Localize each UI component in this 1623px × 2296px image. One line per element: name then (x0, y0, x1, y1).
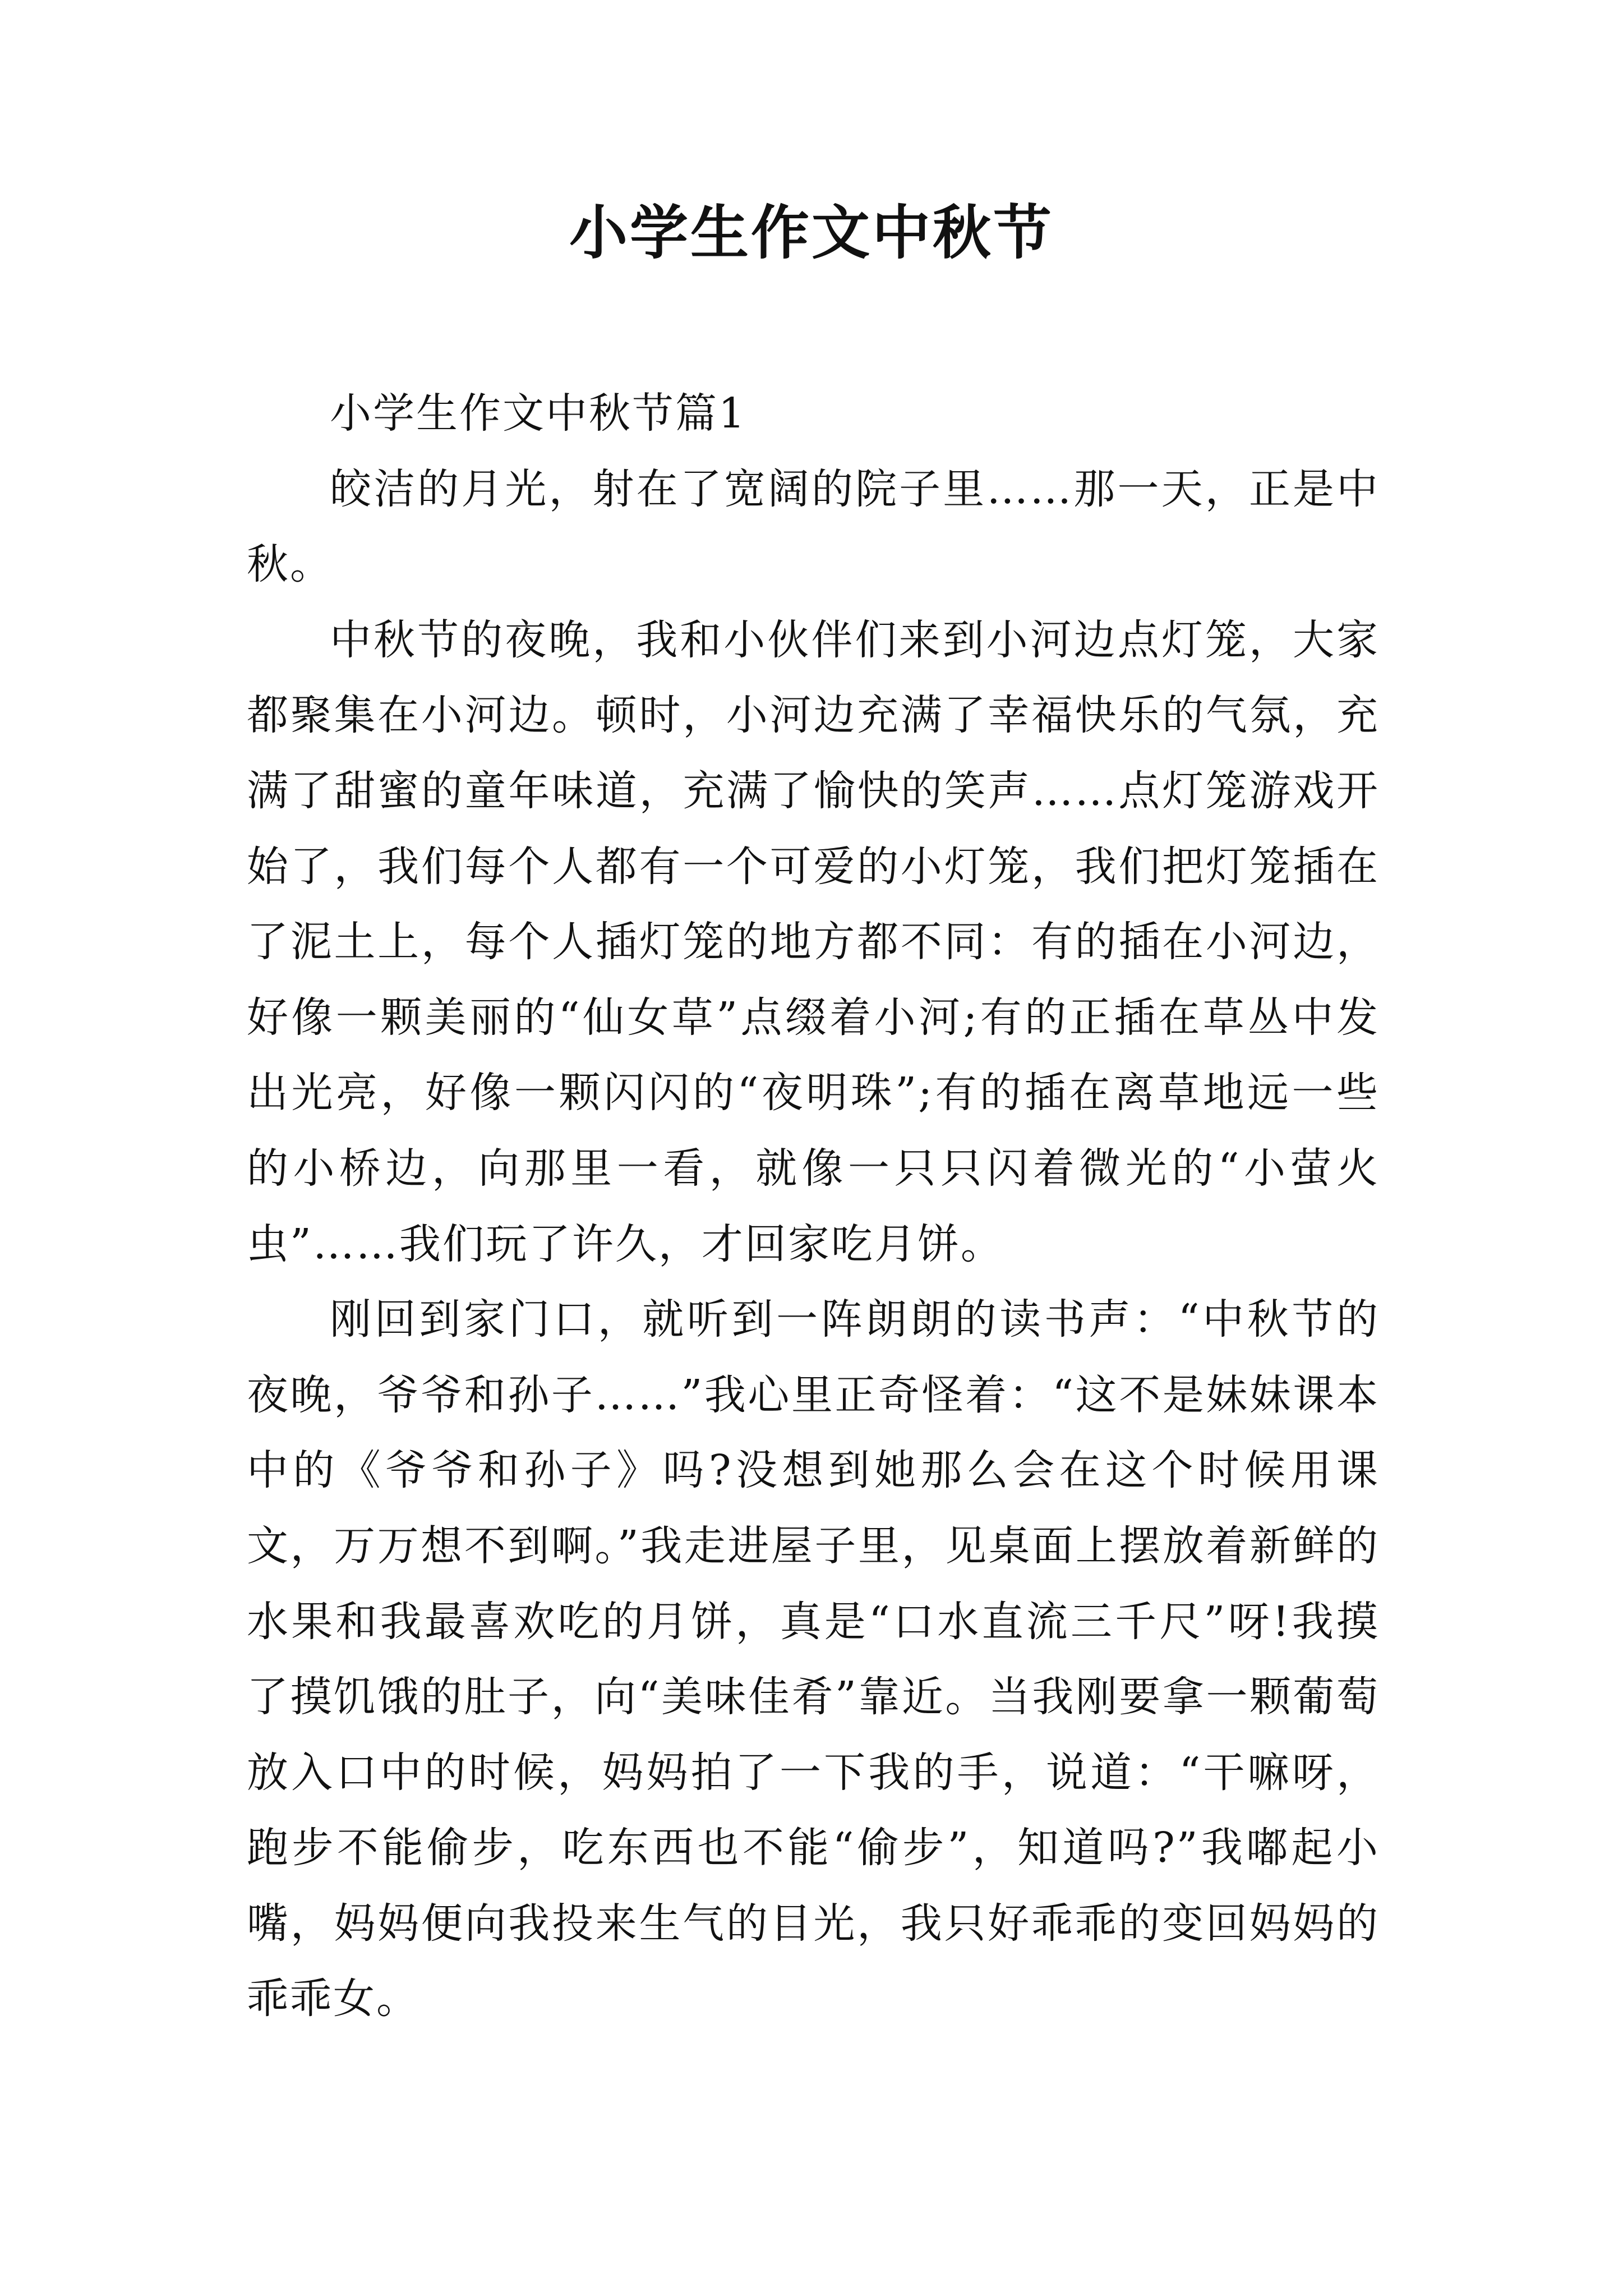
paragraph: 中秋节的夜晚，我和小伙伴们来到小河边点灯笼，大家都聚集在小河边。顿时，小河边充满了幸福快乐的气氛，充满了甜蜜的童年味道，充满了愉快的笑声……点灯笼游戏开始了，我们每个人都有一个可爱的小灯笼，我们把灯笼插在了泥土上，每个人插灯笼的地方都不同：有的插在小河边，好像一颗美丽的“仙女草”点缀着小河;有的正插在草丛中发出光亮，好像一颗闪闪的“夜明珠”;有的插在离草地远一些的小桥边，向那里一看，就像一只只闪着微光的“小萤火虫”……我们玩了许久，才回家吃月饼。 (247, 615, 1380, 1268)
paragraph: 刚回到家门口，就听到一阵朗朗的读书声：“中秋节的夜晚，爷爷和孙子……”我心里正奇怪着：“这不是妹妹课本中的《爷爷和孙子》吗?没想到她那么会在这个时候用课文，万万想不到啊。”我走进屋子里，见桌面上摆放着新鲜的水果和我最喜欢吃的月饼，真是“口水直流三千尺”呀!我摸了摸饥饿的肚子，向“美味佳肴”靠近。当我刚要拿一颗葡萄放入口中的时候，妈妈拍了一下我的手，说道：“干嘛呀，跑步不能偷步，吃东西也不能“偷步”，知道吗?”我嘟起小嘴，妈妈便向我投来生气的目光，我只好乖乖的变回妈妈的乖乖女。 (247, 1295, 1380, 2023)
paragraph: 皎洁的月光，射在了宽阔的院子里……那一天，正是中秋。 (247, 464, 1380, 589)
document-body (247, 376, 1380, 2037)
section-heading: 小学生作文中秋节篇1 (330, 389, 747, 438)
document-title: 小学生作文中秋节 (569, 198, 1054, 267)
